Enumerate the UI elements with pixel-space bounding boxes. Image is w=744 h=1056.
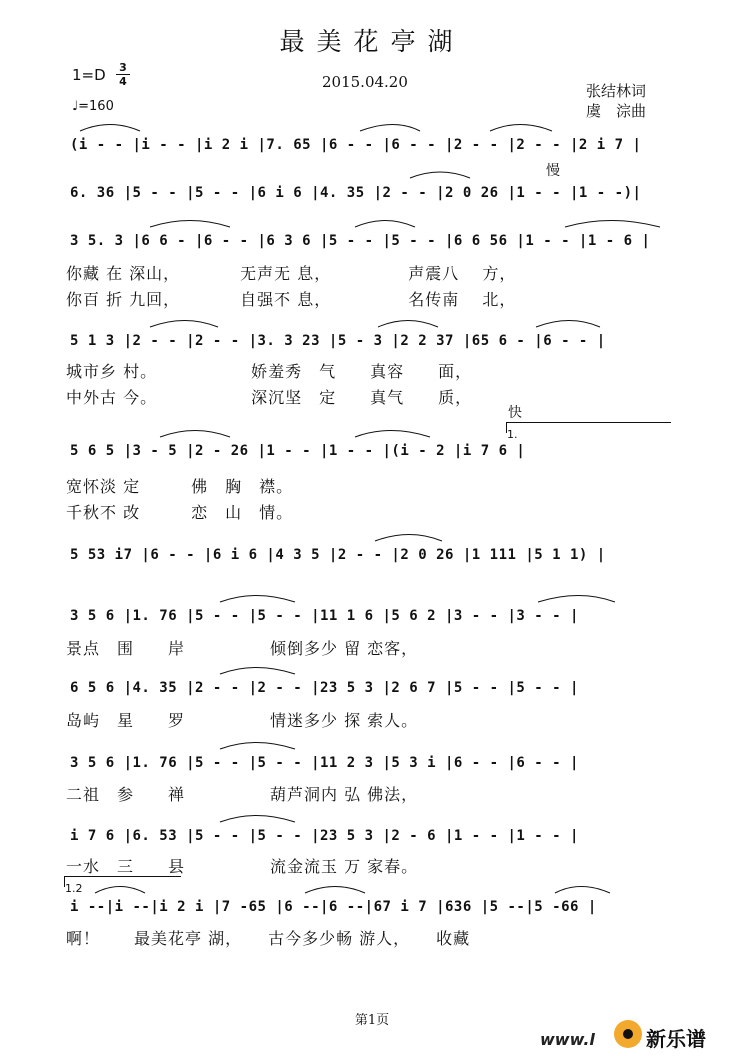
composer-credit: 虞 淙曲 — [586, 102, 647, 120]
composition-date: 2015.04.20 — [322, 73, 408, 91]
score-line-7-lyric: 景点 围 岸 倾倒多少 留 恋客， — [66, 639, 419, 658]
score-line-3-lyric-2: 你百 折 九回， 自强不 息， 名传南 北， — [66, 290, 517, 309]
score-line-5-lyric-1: 宽怀淡 定 佛 胸 襟。 — [66, 477, 294, 496]
first-ending-label: 1. — [507, 428, 518, 441]
score-line-5-notes: 5 6 5 |3 - 5 |2 - 26 |1 - - |1 - - |(i - 2 |i 7 6 | — [70, 443, 526, 459]
score-line-6-notes: 5 53 i7 |6 - - |6 i 6 |4 3 5 |2 - - |2 0 26 |1 111 |5 1 1) | — [70, 547, 606, 563]
score-line-4-notes: 5 1 3 |2 - - |2 - - |3. 3 23 |5 - 3 |2 2 37 |65 6 - |6 - - | — [70, 333, 606, 349]
score-line-11-lyric: 啊！ 最美花亭 湖， 古今多少畅 游人， 收藏 — [66, 929, 471, 948]
score-line-8-lyric: 岛屿 星 罗 情迷多少 探 索人。 — [66, 711, 419, 730]
score-line-2-notes: 6. 36 |5 - - |5 - - |6 i 6 |4. 35 |2 - - |2 0 26 |1 - - |1 - -)| — [70, 185, 642, 201]
score-line-8-notes: 6 5 6 |4. 35 |2 - - |2 - - |23 5 3 |2 6 7 |5 - - |5 - - | — [70, 680, 579, 696]
tempo-marking: ♩=160 — [72, 99, 114, 114]
score-line-11-notes: i --|i --|i 2 i |7 -65 |6 --|6 --|67 i 7 |636 |5 --|5 -66 | — [70, 899, 597, 915]
score-line-5-lyric-2: 千秋不 改 恋 山 情。 — [66, 503, 294, 522]
second-ending-label: 1.2 — [65, 882, 83, 895]
score-line-10-lyric: 一水 三 县 流金流玉 万 家春。 — [66, 857, 419, 876]
score-line-4-lyric-1: 城市乡 村。 娇羞秀 气 真容 面， — [66, 362, 473, 381]
score-line-3-lyric-1: 你藏 在 深山， 无声无 息， 声震八 方， — [66, 264, 517, 283]
watermark-url: www.l — [540, 1030, 595, 1049]
fast-marking: 快 — [508, 405, 522, 421]
score-line-1-notes: (i - - |i - - |i 2 i |7. 65 |6 - - |6 - - |2 - - |2 - - |2 i 7 | — [70, 137, 642, 153]
watermark-brand: 新乐谱 — [646, 1027, 706, 1051]
score-line-10-notes: i 7 6 |6. 53 |5 - - |5 - - |23 5 3 |2 - 6 |1 - - |1 - - | — [70, 828, 579, 844]
score-line-9-notes: 3 5 6 |1. 76 |5 - - |5 - - |11 2 3 |5 3 i |6 - - |6 - - | — [70, 755, 579, 771]
meter-top: 3 — [119, 61, 127, 74]
song-title: 最美花亭湖 — [279, 27, 465, 56]
score-line-7-notes: 3 5 6 |1. 76 |5 - - |5 - - |11 1 6 |5 6 2 |3 - - |3 - - | — [70, 608, 579, 624]
score-line-4-lyric-2: 中外古 今。 深沉坚 定 真气 质， — [66, 388, 473, 407]
lyricist-credit: 张结林词 — [586, 82, 647, 100]
slow-marking: 慢 — [546, 163, 560, 179]
meter-bottom: 4 — [119, 75, 127, 88]
page-number: 第1页 — [354, 1013, 390, 1028]
key-signature: 1=D — [72, 66, 106, 84]
score-line-9-lyric: 二祖 参 禅 葫芦洞内 弘 佛法， — [66, 785, 419, 804]
score-line-3-notes: 3 5. 3 |6 6 - |6 - - |6 3 6 |5 - - |5 - - |6 6 56 |1 - - |1 - 6 | — [70, 233, 651, 249]
watermark-logo-icon — [614, 1020, 642, 1048]
